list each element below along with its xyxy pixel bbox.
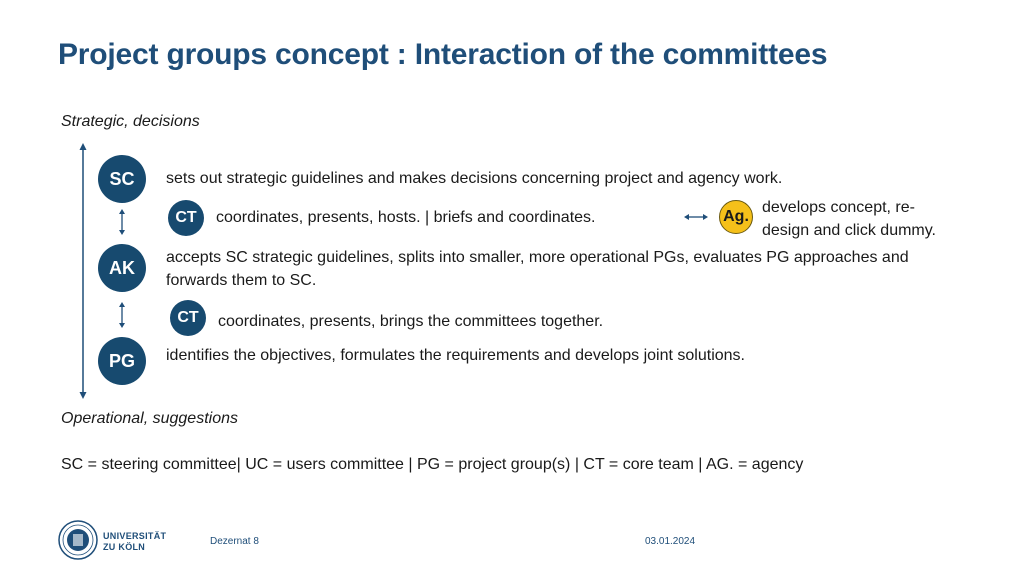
sc-ak-arrow (118, 209, 126, 235)
ct-description-2: coordinates, presents, brings the committees together. (218, 313, 604, 330)
university-name-line2: ZU KÖLN (103, 542, 146, 552)
bottom-axis-label: Operational, suggestions (61, 410, 238, 427)
university-seal-icon (58, 520, 98, 560)
university-name-line1: UNIVERSITÄT (103, 531, 167, 541)
ak-pg-arrow (118, 302, 126, 328)
page-title: Project groups concept : Interaction of the committees (58, 38, 828, 71)
top-axis-label: Strategic, decisions (61, 113, 200, 130)
pg-description: identifies the objectives, formulates the requirements and develops joint solutions. (166, 347, 745, 364)
ct-badge-2: CT (170, 300, 206, 336)
ct-agency-arrow (684, 213, 708, 221)
footer-date: 03.01.2024 (645, 536, 696, 547)
agency-badge: Ag. (719, 200, 753, 234)
ct-description-1: coordinates, presents, hosts. | briefs and coordinates. (216, 209, 596, 226)
sc-badge: SC (98, 155, 146, 203)
agency-description: develops concept, re-design and click dummy. (762, 199, 936, 239)
footer-department: Dezernat 8 (210, 536, 259, 547)
abbreviation-legend: SC = steering committee| UC = users committee | PG = project group(s) | CT = core team | AG. = agency (61, 456, 804, 473)
pg-badge: PG (98, 337, 146, 385)
vertical-double-arrow (78, 143, 88, 399)
ak-badge: AK (98, 244, 146, 292)
sc-description: sets out strategic guidelines and makes decisions concerning project and agency work. (166, 170, 783, 187)
ak-description: accepts SC strategic guidelines, splits into smaller, more operational PGs, evaluates PG approaches and forwards them to SC. (166, 249, 909, 289)
ct-badge-1: CT (168, 200, 204, 236)
